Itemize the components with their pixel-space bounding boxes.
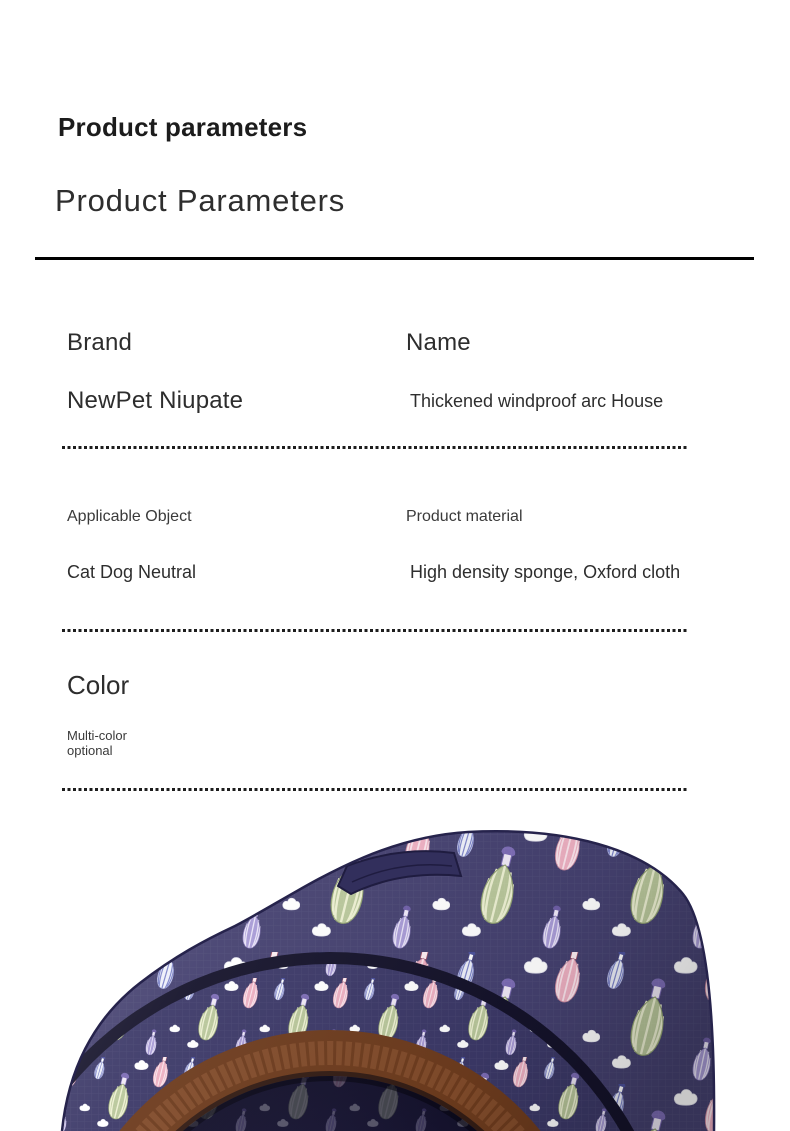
param-value-color: Multi-color optional bbox=[67, 728, 127, 758]
divider-solid bbox=[35, 257, 754, 260]
page-title-secondary: Product parameters bbox=[58, 112, 308, 142]
divider-dotted-2 bbox=[62, 629, 689, 632]
divider-dotted-1 bbox=[62, 446, 689, 449]
param-value-name: Thickened windproof arc House bbox=[410, 391, 664, 411]
param-value-product-material: High density sponge, Oxford cloth bbox=[410, 562, 681, 582]
param-label-product-material: Product material bbox=[406, 508, 523, 525]
divider-dotted-3 bbox=[62, 788, 689, 791]
param-label-name: Name bbox=[406, 329, 471, 356]
param-value-brand: NewPet Niupate bbox=[67, 387, 244, 414]
page-title: Product Parameters bbox=[55, 183, 346, 218]
param-value-applicable-object: Cat Dog Neutral bbox=[67, 562, 197, 582]
product-photo bbox=[0, 820, 790, 1131]
param-label-color: Color bbox=[67, 670, 130, 700]
param-label-applicable-object: Applicable Object bbox=[67, 508, 192, 525]
param-label-brand: Brand bbox=[67, 329, 133, 356]
